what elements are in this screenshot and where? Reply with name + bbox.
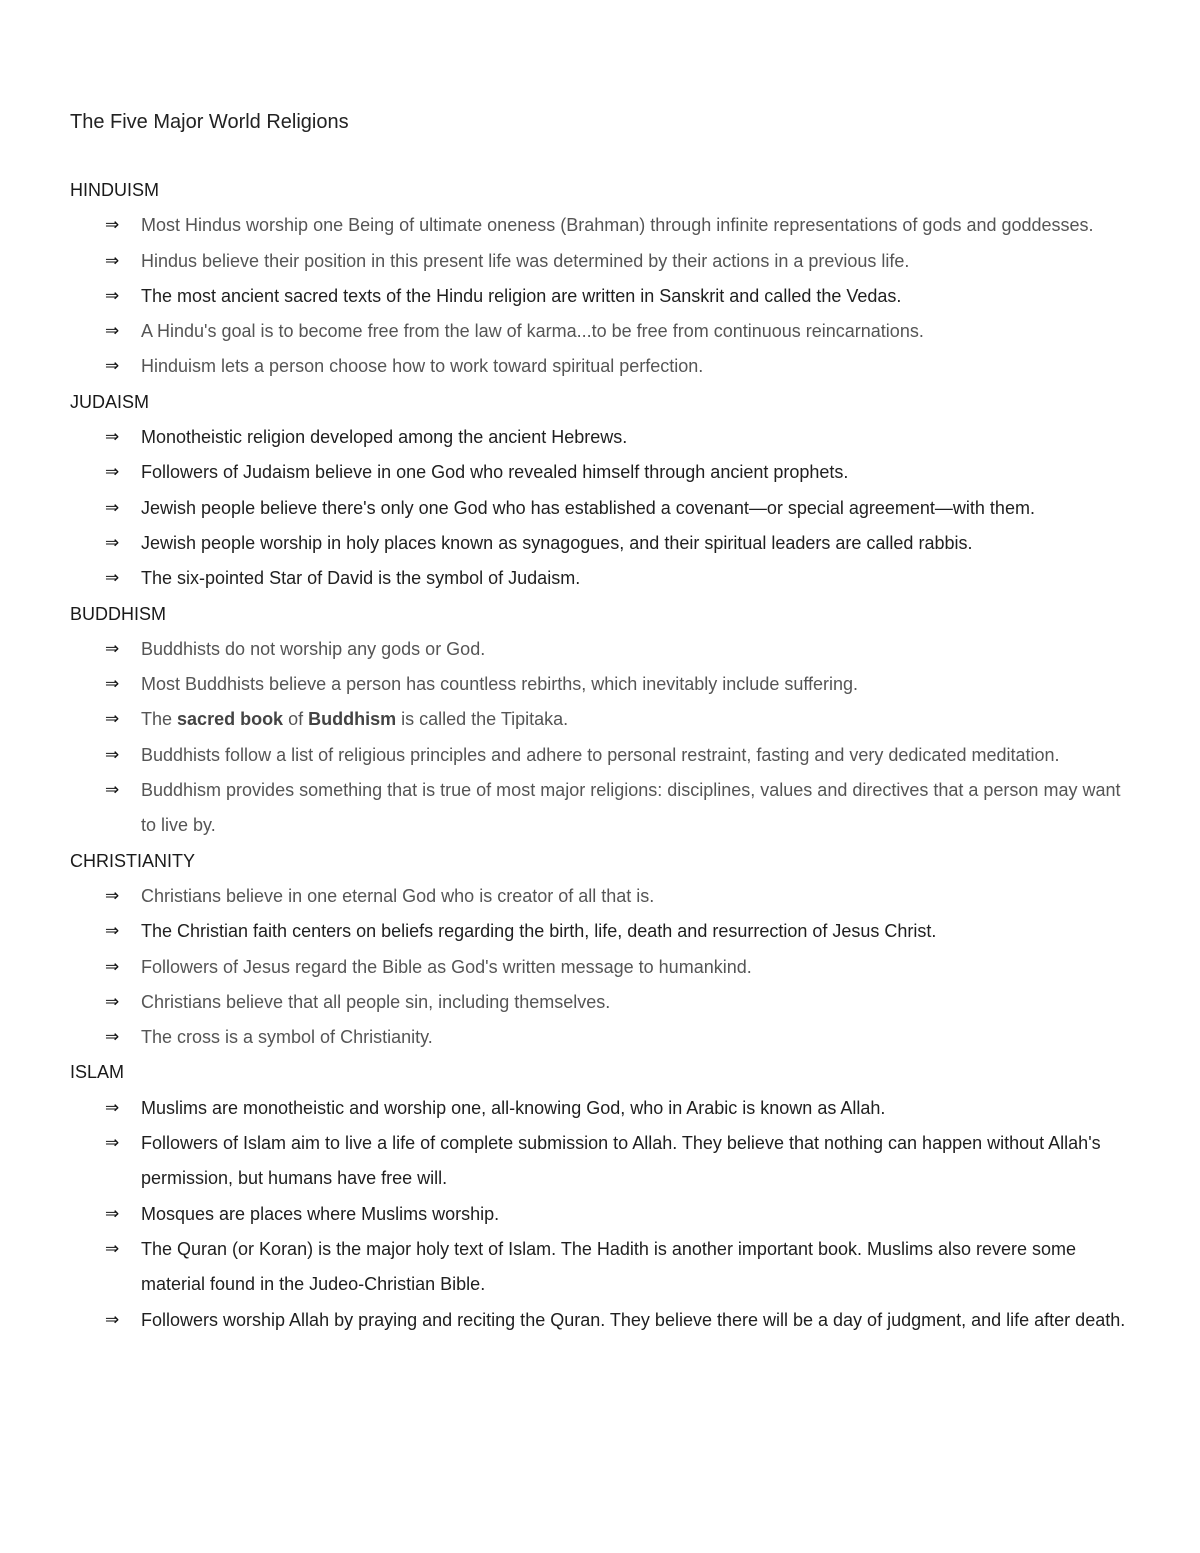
list-item (70, 1126, 1140, 1197)
list-item (70, 1232, 1140, 1303)
bold-text: Buddhism (308, 709, 397, 730)
arrow-bullet-icon: ⇒ (105, 250, 120, 271)
list-item (70, 914, 1140, 949)
list-item-text: Hindus believe their position in this present life was determined by their actions in a previous life. (141, 250, 910, 271)
list-item (70, 491, 1140, 526)
list-item (70, 702, 1140, 737)
bullet-list (70, 632, 1140, 844)
section-buddhism (70, 597, 1140, 844)
text-run: is called the Tipitaka. (396, 709, 569, 730)
list-item-text: Followers of Judaism believe in one God who revealed himself through ancient prophets. (141, 462, 849, 483)
document-body (70, 173, 1140, 1338)
section-hinduism (70, 173, 1140, 385)
list-item-text: Jewish people worship in holy places known as synagogues, and their spiritual leaders are called rabbis. (141, 532, 973, 553)
list-item (70, 773, 1140, 844)
list-item (70, 526, 1140, 561)
list-item (70, 1197, 1140, 1232)
arrow-bullet-icon: ⇒ (105, 780, 120, 801)
list-item (70, 279, 1140, 314)
list-item (70, 632, 1140, 667)
list-item-text: Hinduism lets a person choose how to work toward spiritual perfection. (141, 356, 704, 377)
list-item (70, 349, 1140, 384)
arrow-bullet-icon: ⇒ (105, 674, 120, 695)
list-item (70, 1020, 1140, 1055)
arrow-bullet-icon: ⇒ (105, 568, 120, 589)
arrow-bullet-icon: ⇒ (105, 638, 120, 659)
list-item (70, 561, 1140, 596)
arrow-bullet-icon: ⇒ (105, 427, 120, 448)
list-item-text: Jewish people believe there's only one God who has established a covenant—or special agreement—with them. (141, 497, 1035, 518)
arrow-bullet-icon: ⇒ (105, 885, 120, 906)
bullet-list (70, 879, 1140, 1055)
list-item (70, 208, 1140, 243)
list-item-text (141, 709, 568, 729)
arrow-bullet-icon: ⇒ (105, 956, 120, 977)
text-run: The (141, 709, 178, 730)
arrow-bullet-icon: ⇒ (105, 709, 120, 730)
list-item (70, 950, 1140, 985)
list-item (70, 1303, 1140, 1338)
list-item-text: Mosques are places where Muslims worship. (141, 1203, 500, 1224)
arrow-bullet-icon: ⇒ (105, 1309, 120, 1330)
arrow-bullet-icon: ⇒ (105, 532, 120, 553)
list-item-text: Buddhists follow a list of religious principles and adhere to personal restraint, fasting and very dedicated meditation. (141, 744, 1060, 765)
bold-text: sacred book (177, 709, 284, 730)
list-item (70, 455, 1140, 490)
arrow-bullet-icon: ⇒ (105, 1203, 120, 1224)
section-judaism (70, 385, 1140, 597)
list-item (70, 879, 1140, 914)
section-heading: HINDUISM (70, 180, 159, 200)
text-run: of (283, 709, 309, 730)
list-item (70, 1091, 1140, 1126)
arrow-bullet-icon: ⇒ (105, 497, 120, 518)
section-heading: JUDAISM (70, 391, 150, 412)
list-item (70, 420, 1140, 455)
list-item-text: The cross is a symbol of Christianity. (141, 1027, 433, 1048)
list-item-text: A Hindu's goal is to become free from the law of karma...to be free from continuous reincarnations. (141, 321, 924, 342)
list-item-text: Christians believe in one eternal God who is creator of all that is. (141, 885, 655, 906)
section-christianity (70, 844, 1140, 1056)
arrow-bullet-icon: ⇒ (105, 1238, 120, 1259)
arrow-bullet-icon: ⇒ (105, 991, 120, 1012)
list-item-text: The Quran (or Koran) is the major holy text of Islam. The Hadith is another important book. Muslims also revere some material found in the Judeo-Christian Bible. (141, 1238, 1077, 1295)
list-item-text: Most Buddhists believe a person has countless rebirths, which inevitably include suffering. (141, 674, 859, 695)
bullet-list (70, 420, 1140, 596)
arrow-bullet-icon: ⇒ (105, 215, 120, 236)
arrow-bullet-icon: ⇒ (105, 321, 120, 342)
section-heading: ISLAM (70, 1062, 125, 1083)
arrow-bullet-icon: ⇒ (105, 744, 120, 765)
list-item-text: Buddhists do not worship any gods or God. (141, 638, 486, 659)
list-item-text: The six-pointed Star of David is the symbol of Judaism. (141, 568, 581, 589)
list-item-text: Monotheistic religion developed among the ancient Hebrews. (141, 427, 628, 448)
document-title: The Five Major World Religions (70, 111, 349, 133)
list-item-text: Christians believe that all people sin, including themselves. (141, 991, 611, 1012)
arrow-bullet-icon: ⇒ (105, 356, 120, 377)
list-item-text: Followers of Jesus regard the Bible as God's written message to humankind. (141, 956, 752, 977)
list-item-text: Most Hindus worship one Being of ultimate oneness (Brahman) through infinite representations of gods and goddesses. (141, 215, 1094, 236)
list-item-text: Followers of Islam aim to live a life of complete submission to Allah. They believe that nothing can happen without Allah's permission, but humans have free will. (141, 1133, 1101, 1189)
arrow-bullet-icon: ⇒ (105, 1133, 120, 1154)
list-item (70, 314, 1140, 349)
list-item-text: The Christian faith centers on beliefs regarding the birth, life, death and resurrection of Jesus Christ. (141, 921, 937, 942)
section-islam (70, 1055, 1140, 1337)
list-item (70, 667, 1140, 702)
arrow-bullet-icon: ⇒ (105, 285, 120, 306)
arrow-bullet-icon: ⇒ (105, 1097, 120, 1118)
arrow-bullet-icon: ⇒ (105, 921, 120, 942)
bullet-list (70, 208, 1140, 384)
arrow-bullet-icon: ⇒ (105, 1027, 120, 1048)
section-heading: CHRISTIANITY (70, 850, 196, 871)
list-item-text: Buddhism provides something that is true of most major religions: disciplines, values and directives that a person may want to live by. (141, 780, 1121, 836)
bullet-list (70, 1091, 1140, 1338)
list-item-text: Followers worship Allah by praying and reciting the Quran. They believe there will be a day of judgment, and life after death. (141, 1309, 1126, 1330)
list-item (70, 244, 1140, 279)
arrow-bullet-icon: ⇒ (105, 462, 120, 483)
list-item-text: The most ancient sacred texts of the Hindu religion are written in Sanskrit and called the Vedas. (141, 285, 902, 306)
list-item (70, 738, 1140, 773)
list-item (70, 985, 1140, 1020)
list-item-text: Muslims are monotheistic and worship one, all-knowing God, who in Arabic is known as Allah. (141, 1097, 886, 1118)
section-heading: BUDDHISM (70, 603, 167, 624)
